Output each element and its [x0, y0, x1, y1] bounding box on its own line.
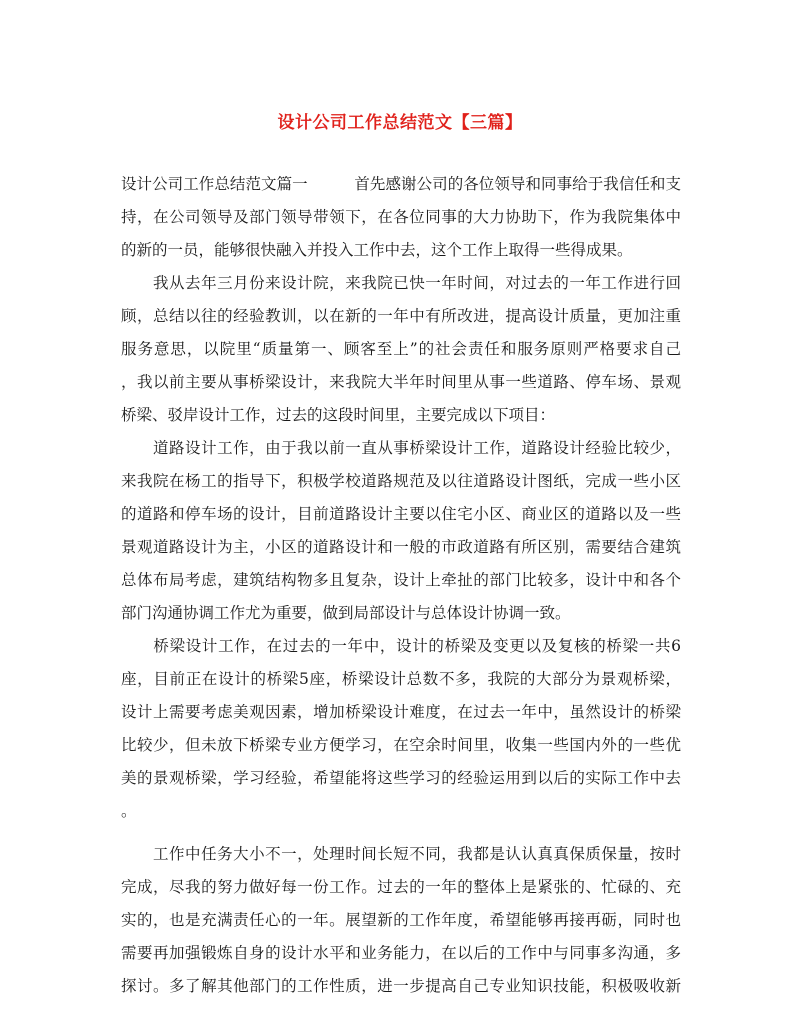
- text-line: 我从去年三月份来设计院，来我院已快一年时间，对过去的一年工作进行回: [121, 274, 681, 292]
- document-body: [121, 168, 681, 1003]
- text-line: 美的景观桥梁，学习经验，希望能将这些学习的经验运用到以后的实际工作中去: [121, 769, 681, 787]
- text-line: 顾，总结以往的经验教训，以在新的一年中有所改进，提高设计质量，更加注重: [121, 307, 681, 325]
- text-line: 部门沟通协调工作尤为重要，做到局部设计与总体设计协调一致。: [121, 604, 571, 622]
- text-line: 桥梁、驳岸设计工作，过去的这段时间里，主要完成以下项目：: [121, 406, 556, 424]
- text-line: 持，在公司领导及部门领导带领下，在各位同事的大力协助下，作为我院集体中: [121, 208, 681, 226]
- text-line: 需要再加强锻炼自身的设计水平和业务能力，在以后的工作中与同事多沟通，多: [121, 944, 681, 962]
- text-line: 来我院在杨工的指导下，积极学校道路规范及以往道路设计图纸，完成一些小区: [121, 472, 681, 490]
- text-line: 实的，也是充满责任心的一年。展望新的工作年度，希望能够再接再砺，同时也: [121, 911, 681, 929]
- text-line: 座，目前正在设计的桥梁5座，桥梁设计总数不多，我院的大部分为景观桥梁，: [121, 670, 681, 688]
- text-line: 完成，尽我的努力做好每一份工作。过去的一年的整体上是紧张的、忙碌的、充: [121, 878, 681, 896]
- text-line: 道路设计工作，由于我以前一直从事桥梁设计工作，道路设计经验比较少，: [121, 439, 681, 457]
- text-line: 总体布局考虑，建筑结构物多且复杂，设计上牵扯的部门比较多，设计中和各个: [121, 571, 681, 589]
- text-line: 工作中任务大小不一，处理时间长短不同，我都是认认真真保质保量，按时: [121, 845, 681, 863]
- text-line: 比较少，但未放下桥梁专业方便学习，在空余时间里，收集一些国内外的一些优: [121, 736, 681, 754]
- document-title: 设计公司工作总结范文【三篇】: [277, 113, 523, 133]
- text-line: 的新的一员，能够很快融入并投入工作中去，这个工作上取得一些得成果。: [121, 241, 633, 259]
- text-line: 设计公司工作总结范文篇一 首先感谢公司的各位领导和同事给于我信任和支: [121, 175, 681, 193]
- text-line: 景观道路设计为主，小区的道路设计和一般的市政道路有所区别，需要结合建筑: [121, 538, 681, 556]
- text-line: 桥梁设计工作，在过去的一年中，设计的桥梁及变更以及复核的桥梁一共6: [121, 637, 681, 655]
- text-line: 。: [121, 802, 137, 820]
- text-line: 的道路和停车场的设计，目前道路设计主要以住宅小区、商业区的道路以及一些: [121, 505, 681, 523]
- paragraph-gap: [121, 828, 681, 838]
- text-line: 探讨。多了解其他部门的工作性质，进一步提高自己专业知识技能，积极吸收新: [121, 977, 681, 995]
- text-line: 设计上需要考虑美观因素，增加桥梁设计难度，在过去一年中，虽然设计的桥梁: [121, 703, 681, 721]
- text-line: 服务意思，以院里“质量第一、顾客至上”的社会责任和服务原则严格要求自己: [121, 340, 681, 358]
- text-line: ，我以前主要从事桥梁设计，来我院大半年时间里从事一些道路、停车场、景观: [121, 373, 681, 391]
